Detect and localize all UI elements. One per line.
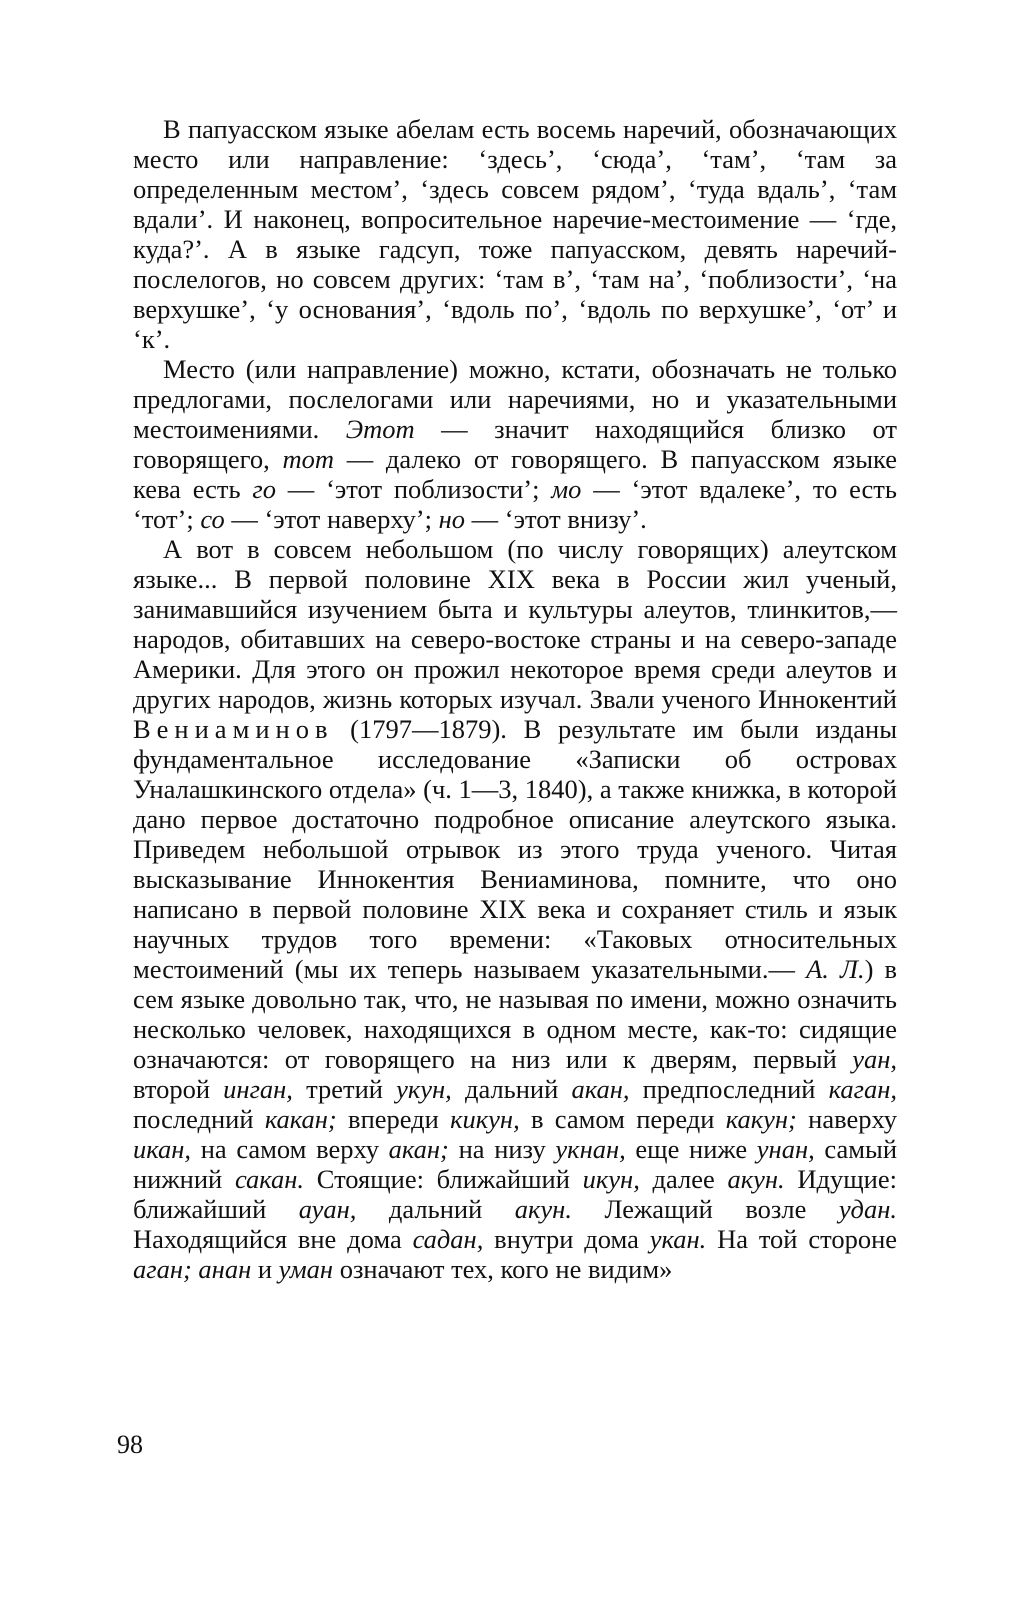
italic-term: аган; анан [133,1254,252,1284]
page-number: 98 [117,1430,143,1459]
text-run: Идущие: ближайший [133,1164,897,1224]
text-run: еще ниже [625,1134,757,1164]
text-run: ) в сем языке довольно так, что, не называя по имени, можно означить несколько человек, находящихся в одном месте, как-то: сидящие означаются: от говорящего на низ или к дверям, первый [133,954,898,1074]
italic-term: тот [282,444,334,474]
text-run: дальний [451,1074,572,1104]
italic-term: мо [551,474,582,504]
italic-term: акун. [514,1194,572,1224]
italic-term: сакан. [234,1164,305,1194]
text-run: На той стороне [706,1224,898,1254]
text-run: далее [639,1164,728,1194]
text-run: — значит находящийся близко от говорящего, [133,414,897,474]
text-run: и [251,1254,279,1284]
italic-term: укун, [396,1074,452,1104]
text-run: третий [292,1074,397,1104]
text-run: (1797—1879). В результате им были изданы фундаментальное исследование «Записки об островах Уналашкинского отдела» (ч. 1—3, 1840), а также книжка, в которой дано первое достаточно подробное описание алеутского языка. Приведем небольшой отрывок из этого труда ученого. Читая высказывание Иннокентия Вениаминова, помните, что оно написано в первой половине XIX века и сохраняет стиль и язык научных трудов того времени: «Таковых относительных местоимений (мы их теперь называем указательными.— [133,714,897,984]
italic-term: Этот [345,414,415,444]
text-run: — ‘этот поблизости’; [275,474,552,504]
text-run: — ‘этот внизу’. [465,504,647,534]
text-run: — далеко от говорящего. В папуасском языке кева есть [133,444,898,504]
text-run: Находящийся вне дома [133,1224,413,1254]
text-run: Лежащий возле [571,1194,839,1224]
italic-term: кикун, [450,1104,520,1134]
italic-term: уман [278,1254,334,1284]
italic-term: акан, [571,1074,630,1104]
spaced-name: Вениаминов [133,714,334,744]
text-run: последний [133,1104,265,1134]
text-run: В папуасском языке абелам есть восемь наречий, обозначающих место или направление: ‘здесь’, ‘сюда’, ‘там’, ‘там за определенным местом’, ‘здесь совсем рядом’, ‘туда вдаль’, ‘там вдали’. И наконец, вопросительное наречие-местоимение — ‘где, куда?’. А в языке гадсуп, тоже папуасском, девять наречий-послелогов, но совсем других: ‘там в’, ‘там на’, ‘поблизости’, ‘на верхушке’, ‘у основания’, ‘вдоль по’, ‘вдоль по верхушке’, ‘от’ и ‘к’. [133,114,897,354]
text-run: самый нижний [133,1134,898,1194]
text-run: в самом переди [519,1104,726,1134]
italic-term: акун. [727,1164,785,1194]
text-run: Место (или направление) можно, кстати, обозначать не только предлогами, послелогами или наречиями, но и указательными местоимениями. [133,354,897,444]
text-run: на низу [448,1134,556,1164]
text-run: Стоящие: ближайший [304,1164,583,1194]
italic-term: го [252,474,276,504]
text-run: впереди [336,1104,451,1134]
italic-term: икан, [133,1134,192,1164]
italic-term: А. Л. [806,954,865,984]
paragraph [133,114,897,354]
italic-term: со [200,504,225,534]
italic-term: укан. [649,1224,707,1254]
text-run: — ‘этот наверху’; [224,504,439,534]
italic-term: уан, [852,1044,897,1074]
paragraph [133,534,897,1284]
italic-term: ауан, [298,1194,357,1224]
text-run: наверху [796,1104,897,1134]
text-run: внутри дома [483,1224,650,1254]
italic-term: какан; [264,1104,337,1134]
italic-term: садан, [412,1224,484,1254]
italic-term: но [438,504,466,534]
text-run: второй [133,1074,224,1104]
text-run: на самом верху [191,1134,389,1164]
italic-term: каган, [828,1074,897,1104]
italic-term: икун, [582,1164,640,1194]
body-text [133,114,897,1284]
text-run: — ‘этот вдалеке’, то есть ‘тот’; [133,474,897,534]
italic-term: укнан, [555,1134,626,1164]
italic-term: акан; [388,1134,449,1164]
text-run: дальний [356,1194,515,1224]
italic-term: инган, [223,1074,293,1104]
italic-term: удан. [838,1194,897,1224]
text-run: означают тех, кого не видим» [333,1254,673,1284]
paragraph [133,354,897,534]
text-run: предпоследний [629,1074,829,1104]
text-run: А вот в совсем небольшом (по числу говорящих) алеутском языке... В первой половине XIX века в России жил ученый, занимавшийся изучением быта и культуры алеутов, тлинкитов,— народов, обитавших на северо-востоке страны и на северо-западе Америки. Для этого он прожил некоторое время среди алеутов и других народов, жизнь которых изучал. Звали ученого Иннокентий [133,534,897,714]
italic-term: какун; [725,1104,797,1134]
italic-term: унан, [756,1134,815,1164]
